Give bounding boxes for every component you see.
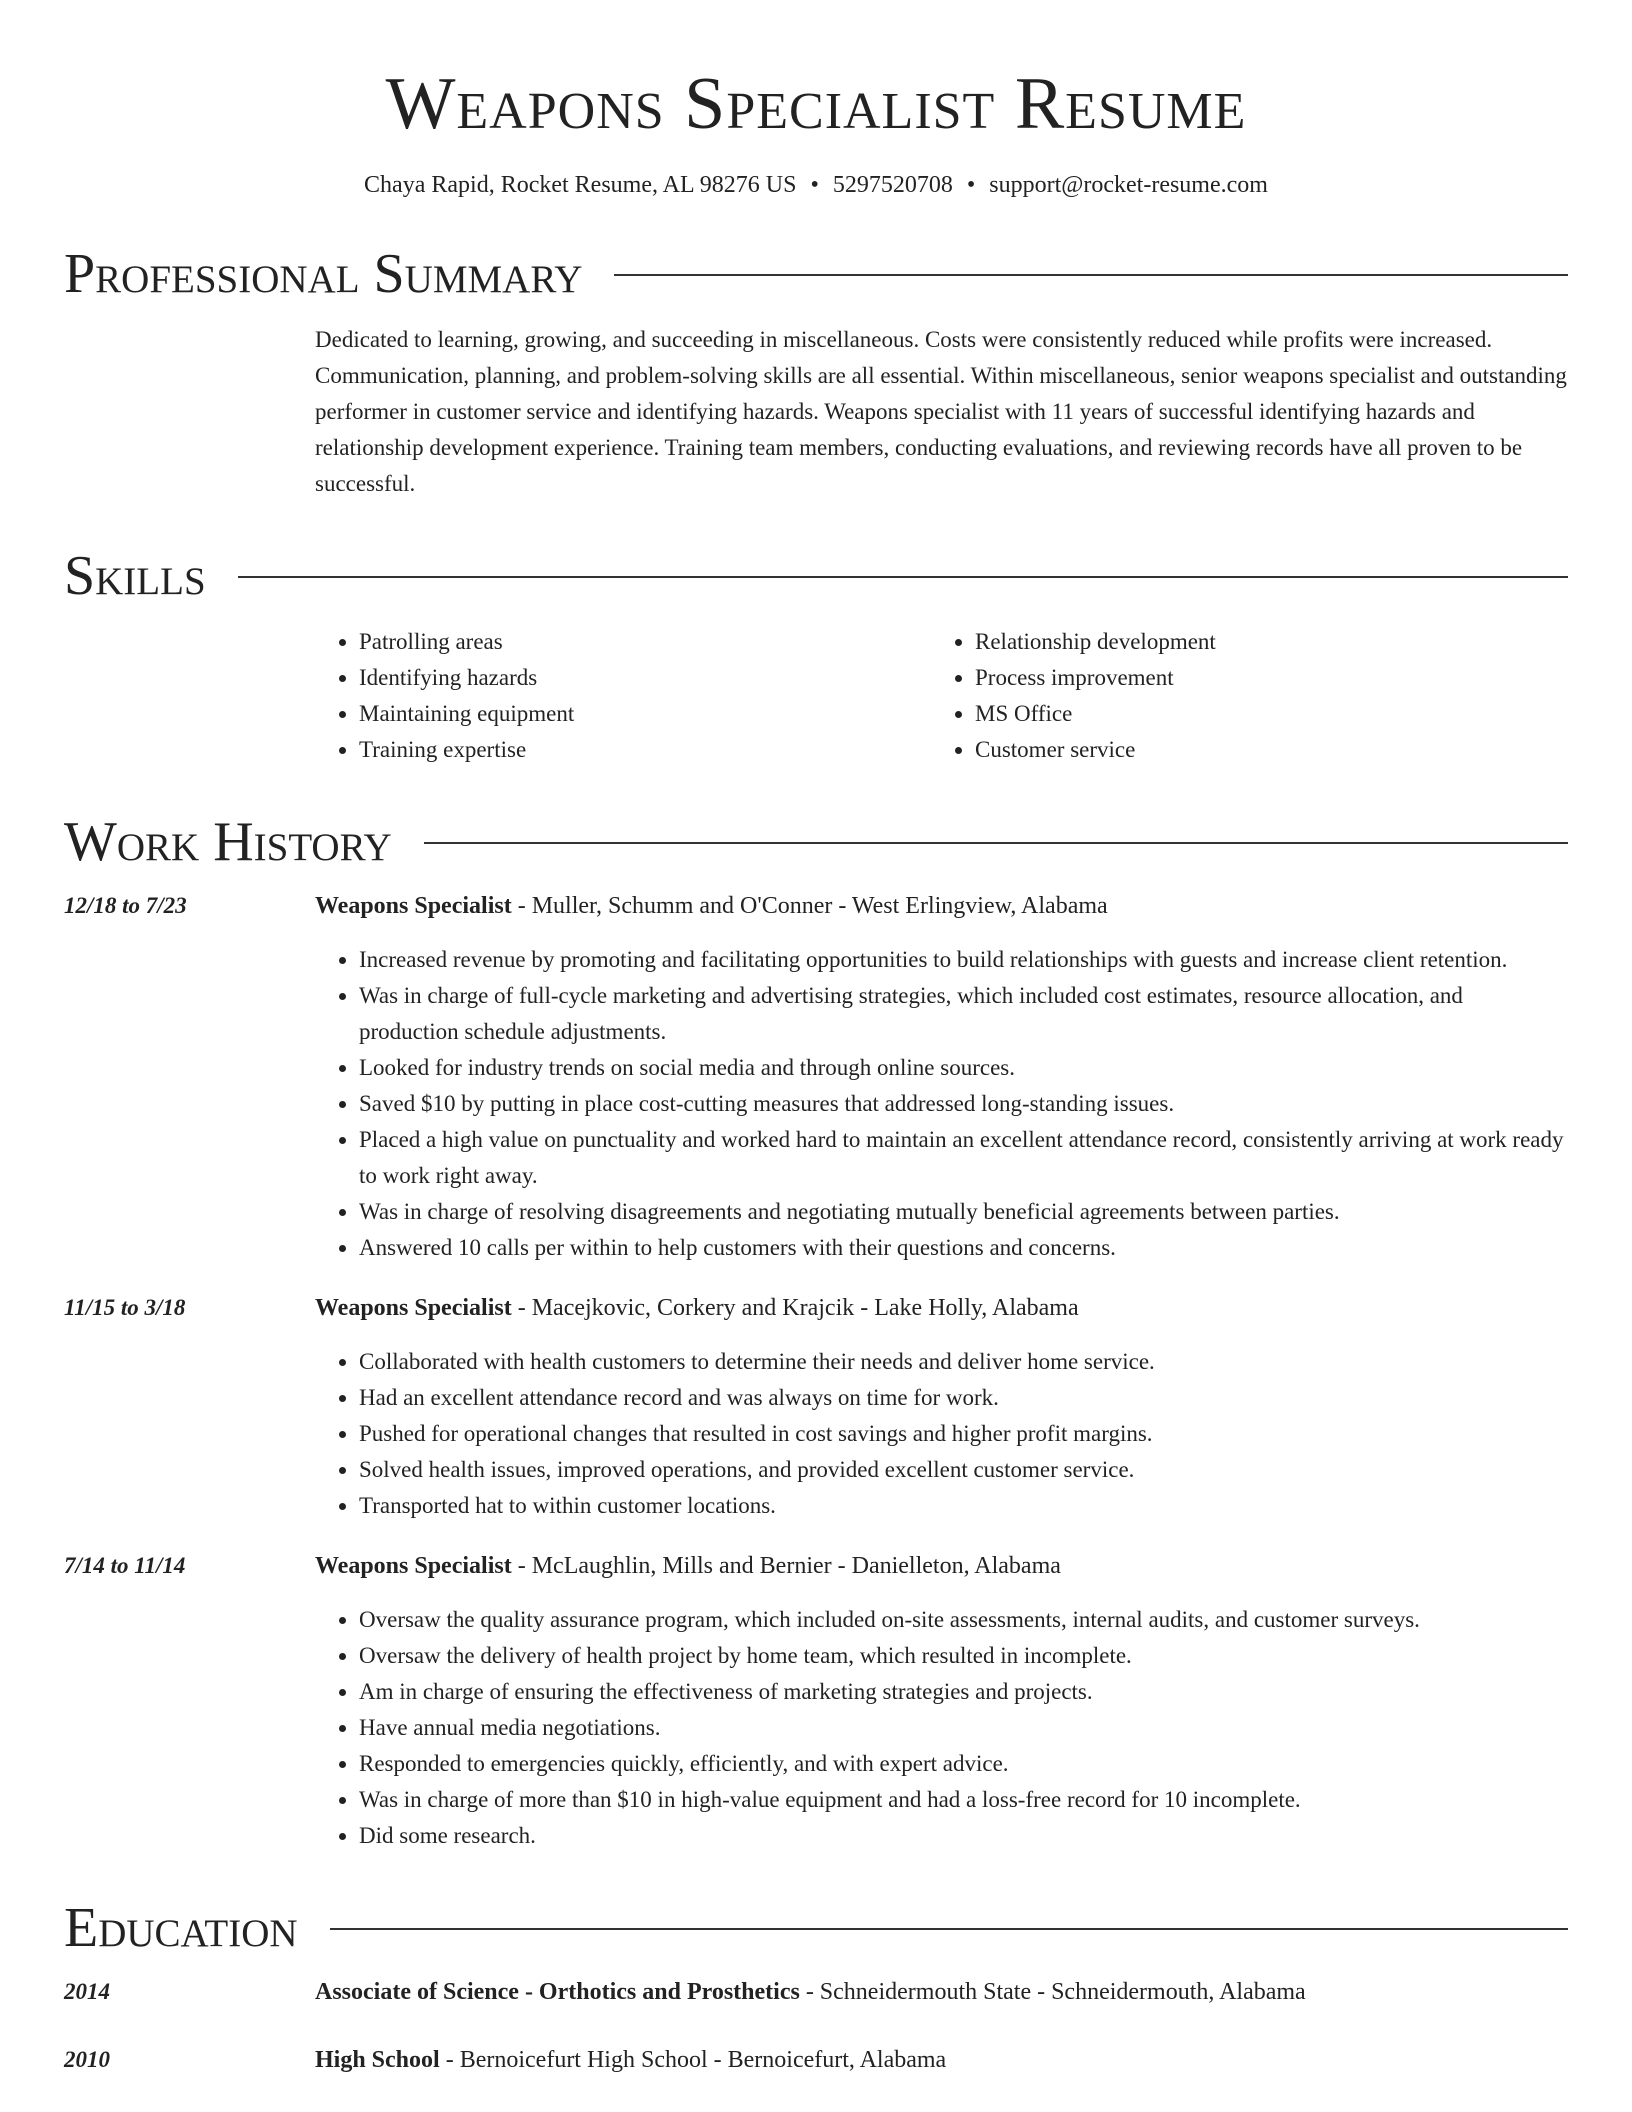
job-bullet: • Transported hat to within customer locations.: [359, 1488, 1568, 1524]
education-header: [315, 1974, 1306, 2010]
section-divider: [424, 842, 1568, 844]
skill-item: • MS Office: [975, 696, 1547, 732]
education-details: - Schneidermouth State - Schneidermouth, Alabama: [799, 1979, 1306, 2005]
job-entry: [64, 1290, 1568, 1524]
job-dates: 7/14 to 11/14: [64, 1553, 186, 1578]
education-header: [315, 2042, 946, 2078]
job-bullet: • Have annual media negotiations.: [359, 1710, 1568, 1746]
job-details: - Macejkovic, Corkery and Krajcik - Lake Holly, Alabama: [511, 1295, 1079, 1321]
contact-line: [64, 170, 1568, 200]
job-bullet: • Am in charge of ensuring the effectiveness of marketing strategies and projects.: [359, 1674, 1568, 1710]
skills-column-right: [931, 624, 1547, 768]
job-bullet: • Was in charge of resolving disagreements and negotiating mutually beneficial agreements between parties.: [359, 1194, 1568, 1230]
education-heading: Education: [64, 1897, 298, 1959]
skill-item: • Training expertise: [359, 732, 931, 768]
job-bullet: • Responded to emergencies quickly, efficiently, and with expert advice.: [359, 1746, 1568, 1782]
job-bullet: • Pushed for operational changes that resulted in cost savings and higher profit margins.: [359, 1416, 1568, 1452]
education-degree: High School: [315, 2047, 440, 2073]
job-details: - McLaughlin, Mills and Bernier - Danielleton, Alabama: [511, 1553, 1061, 1579]
job-header: [315, 1290, 1568, 1326]
education-entry: [64, 2042, 1568, 2078]
work-heading: Work History: [64, 811, 392, 873]
job-bullet: • Oversaw the quality assurance program, which included on-site assessments, internal audits, and customer surveys.: [359, 1602, 1568, 1638]
summary-section-header: [64, 243, 1568, 305]
contact-phone: 5297520708: [832, 172, 953, 198]
job-bullet: • Answered 10 calls per within to help customers with their questions and concerns.: [359, 1230, 1568, 1266]
section-divider: [238, 576, 1568, 578]
job-title: Weapons Specialist: [315, 893, 512, 919]
job-header: [315, 888, 1568, 924]
education-details: - Bernoicefurt High School - Bernoicefurt, Alabama: [439, 2047, 947, 2073]
summary-text: Dedicated to learning, growing, and succeeding in miscellaneous. Costs were consistently reduced while profits were increased. Communication, planning, and problem-solving skills are all essential. Within miscellaneous, senior weapons specialist and outstanding performer in customer service and identifying hazards. Weapons specialist with 11 years of successful identifying hazards and relationship development experience. Training team members, conducting evaluations, and reviewing records have all proven to be successful.: [315, 327, 1567, 496]
skill-item: • Customer service: [975, 732, 1547, 768]
section-divider: [330, 1928, 1568, 1930]
contact-email: support@rocket-resume.com: [989, 172, 1268, 198]
skills-heading: Skills: [64, 545, 206, 607]
job-bullet: • Increased revenue by promoting and facilitating opportunities to build relationships with guests and increase client retention.: [359, 942, 1568, 978]
job-entry: [64, 1548, 1568, 1854]
job-title: Weapons Specialist: [315, 1553, 512, 1579]
job-title: Weapons Specialist: [315, 1295, 512, 1321]
job-bullets: [315, 942, 1568, 1266]
skills-list: [315, 624, 1568, 768]
skill-item: • Patrolling areas: [359, 624, 931, 660]
skill-item: • Identifying hazards: [359, 660, 931, 696]
job-bullets: [315, 1602, 1568, 1854]
job-bullet: • Placed a high value on punctuality and worked hard to maintain an excellent attendance record, consistently arriving at work ready to work right away.: [359, 1122, 1568, 1194]
job-bullet: • Was in charge of more than $10 in high-value equipment and had a loss-free record for 10 incomplete.: [359, 1782, 1568, 1818]
job-bullet: • Had an excellent attendance record and was always on time for work.: [359, 1380, 1568, 1416]
job-bullet: • Looked for industry trends on social media and through online sources.: [359, 1050, 1568, 1086]
job-bullet: • Saved $10 by putting in place cost-cutting measures that addressed long-standing issues.: [359, 1086, 1568, 1122]
job-bullet: • Solved health issues, improved operations, and provided excellent customer service.: [359, 1452, 1568, 1488]
education-year: 2014: [64, 1979, 110, 2004]
education-degree: Associate of Science - Orthotics and Prosthetics: [315, 1979, 800, 2005]
skills-column-left: [315, 624, 931, 768]
work-section-header: [64, 811, 1568, 873]
job-bullet: • Did some research.: [359, 1818, 1568, 1854]
skill-item: • Relationship development: [975, 624, 1547, 660]
job-header: [315, 1548, 1568, 1584]
education-entry: [64, 1974, 1568, 2010]
skill-item: • Maintaining equipment: [359, 696, 931, 732]
education-year: 2010: [64, 2047, 110, 2072]
job-dates: 11/15 to 3/18: [64, 1295, 186, 1320]
education-section-header: [64, 1897, 1568, 1959]
job-bullet: • Oversaw the delivery of health project by home team, which resulted in incomplete.: [359, 1638, 1568, 1674]
skills-section-header: [64, 545, 1568, 607]
contact-separator: •: [810, 172, 819, 198]
job-details: - Muller, Schumm and O'Conner - West Erlingview, Alabama: [511, 893, 1108, 919]
job-dates: 12/18 to 7/23: [64, 893, 187, 918]
section-divider: [614, 274, 1568, 276]
summary-heading: Professional Summary: [64, 243, 583, 305]
contact-address: Chaya Rapid, Rocket Resume, AL 98276 US: [364, 172, 797, 198]
job-bullets: [315, 1344, 1568, 1524]
skill-item: • Process improvement: [975, 660, 1547, 696]
job-entry: [64, 888, 1568, 1266]
resume-title: Weapons Specialist Resume: [385, 63, 1247, 145]
job-bullet: • Collaborated with health customers to determine their needs and deliver home service.: [359, 1344, 1568, 1380]
job-bullet: • Was in charge of full-cycle marketing and advertising strategies, which included cost estimates, resource allocation, and production schedule adjustments.: [359, 978, 1568, 1050]
resume-page: [64, 0, 1568, 2078]
contact-separator: •: [966, 172, 976, 198]
